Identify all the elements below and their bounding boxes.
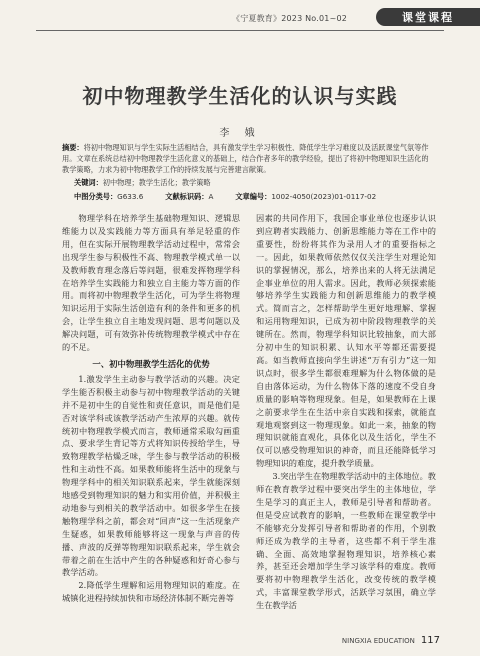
clc-number: 中图分类号：G633.6: [74, 192, 144, 201]
header-rule: [36, 30, 444, 31]
paragraph: 1.激发学生主动参与教学活动的兴趣。决定学生能否积极主动参与初中物理教学活动的关键并不是初中生的自觉性和责任意识，而是他们是否对该学科或该教学活动产生浓厚的兴趣。就传统初中物理教学模式而言，教师通常采取勾画重点、要求学生背记等方式将知识传授给学生，导致物理教学枯燥乏味，学生参与教学活动的积极性和主动性不高。如果教师能将生活中的现象与物理学科中的相关知识联系起来，学生就能深刻地感受到物理知识的魅力和实用价值，并积极主动地参与到相关的教学活动中。如很多学生在接触物理学科之前，都会对“回声”这一生活现象产生疑惑，如果教师能够将这一现象与声音的传播、声波的反弹等物理知识联系起来，学生就会带着之前在生活中产生的各种疑惑和好奇心参与教学活动。: [62, 373, 240, 578]
section-heading: 一、初中物理教学生活化的优势: [92, 358, 210, 369]
journal-english-name: NINGXIA EDUCATION: [341, 637, 415, 645]
article-title: 初中物理教学生活化的认识与实践: [82, 84, 398, 108]
paragraph: 因素的共同作用下，我国企事业单位也逐步认识到应聘者实践能力、创新思维能力等在工作中的重要性，纷纷将其作为录用人才的重要指标之一。因此，如果教师依然仅仅关注学生对理论知识的掌握情况，那么，培养出来的人将无法满足企事业单位的用人需求。因此，教师必须探索能够培养学生实践能力和创新思维能力的教学模式。简而言之，怎样帮助学生更好地理解、掌握和运用物理知识，已成为初中阶段物理教学的关键所在。然而，物理学科知识比较抽象，而大部分初中生的知识积累、认知水平等都还需要提高。如当教师直接向学生讲述“万有引力”这一知识点时，很多学生都很难理解为什么物体做的是自由落体运动，为什么物体下落的速度不受自身质量的影响等物理现象。但是，如果教师在上课之前要求学生在生活中亲自实践和探索，就能直观地观察到这一物理现象。如此一来，抽象的物理知识就能直观化，具体化以及生活化，学生不仅可以感受物理知识的神奇，而且还能降低学习物理知识的难度，提升教学质量。: [256, 213, 436, 469]
section-tab: 课堂课程: [376, 8, 480, 26]
abstract-text: 将初中物理知识与学生实际生活相结合，具有激发学生学习积极性、降低学生学习难度以及活跃课堂气氛等作用。文章在系统总结初中物理教学生活化意义的基础上，结合作者多年的教学经验，提出了将初中物理知识生活化的教学策略，力求为初中物理教学工作的持续发展与完善建言献策。: [62, 143, 429, 174]
abstract-label: 摘要：: [62, 143, 84, 152]
keywords: [74, 178, 430, 188]
page-number: 117: [420, 635, 440, 646]
abstract: [62, 142, 430, 175]
journal-issue-header: 《宁夏教育》2023 No.01~02: [232, 14, 348, 23]
article-author: 李 娥: [219, 128, 261, 139]
article-meta: [74, 192, 430, 202]
article-id: 文章编号：1002-4050(2023)01-0117-02: [235, 192, 377, 201]
keywords-label: 关键词：: [74, 178, 103, 187]
page-footer: [342, 635, 440, 646]
paragraph: 3.突出学生在物理教学活动中的主体地位。教师在教育教学过程中要突出学生的主体地位，学生是学习的真正主人，教师是引导者和帮助者。但是受应试教育的影响，一些教师在课堂教学中不能够充分发挥引导者和帮助者的作用，个别教师还成为教学的主导者，这些都不利于学生准确、全面、高效地掌握物理知识，培养核心素养，甚至还会增加学生学习该学科的难度。教师要将初中物理教学生活化，改变传统的教学模式，丰富课堂教学形式，活跃学习氛围，确立学生在教学活: [256, 471, 436, 611]
paragraph: 2.降低学生理解和运用物理知识的难度。在城镇化进程持续加快和市场经济体制不断完善等: [62, 580, 240, 604]
document-code: 文献标识码：A: [165, 192, 214, 201]
body-column-left: [62, 212, 240, 605]
body-column-right: [256, 212, 436, 612]
paragraph: 物理学科在培养学生基础物理知识、逻辑思维能力以及实践能力等方面具有举足轻重的作用，但在实际开展物理教学活动过程中，常常会出现学生参与积极性不高、物理教学模式单一以及教师教育理念落后等问题，很难发挥物理学科在培养学生实践能力和独立自主能力等方面的作用。而将初中物理教学生活化，可为学生将物理知识运用于实际生活创造有利的条件和更多的机会，让学生独立自主地发现问题、思考问题以及解决问题，可有效弥补传统物理教学模式中存在的不足。: [62, 213, 240, 353]
keywords-text: 初中物理；教学生活化；教学策略: [102, 178, 211, 187]
